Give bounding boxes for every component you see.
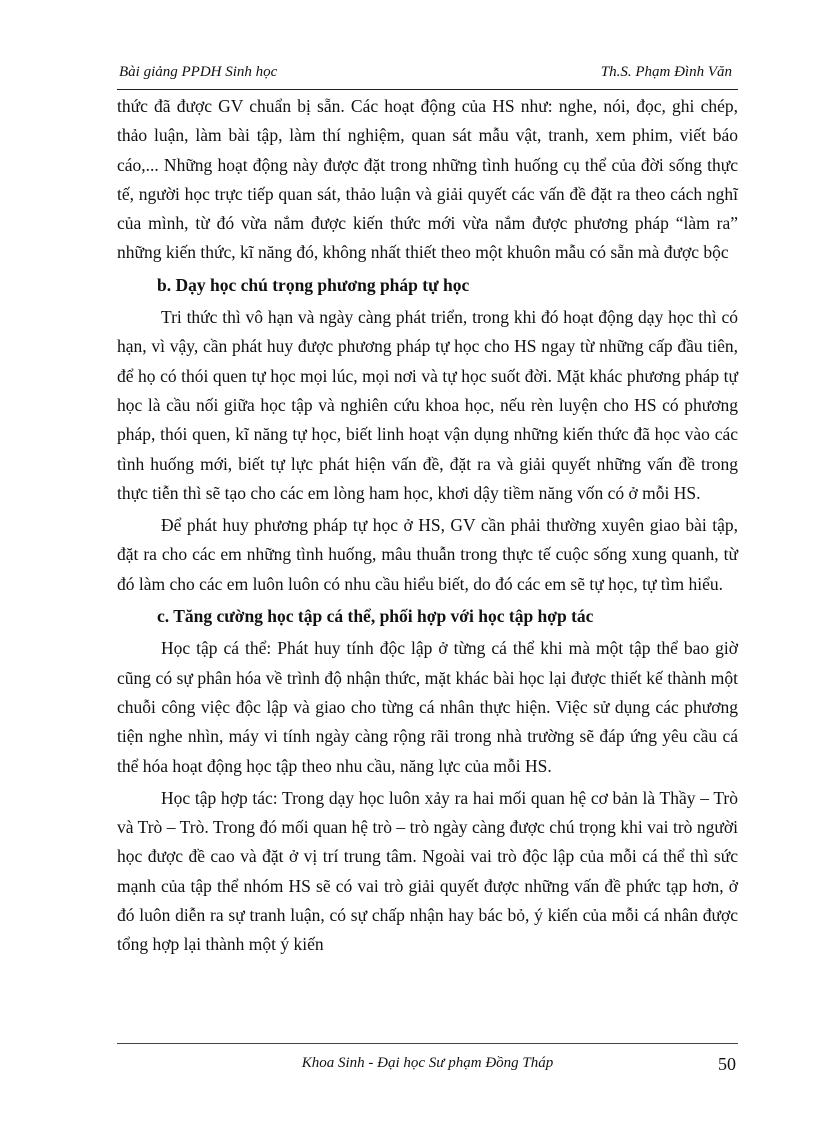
footer-institution: Khoa Sinh - Đại học Sư phạm Đồng Tháp	[301, 1055, 554, 1071]
header-author: Th.S. Phạm Đình Văn	[600, 64, 732, 80]
header-rule	[117, 89, 738, 90]
page-header	[117, 64, 738, 88]
footer-rule	[117, 1043, 738, 1044]
paragraph-cooperative-learning: Học tập hợp tác: Trong dạy học luôn xảy ra hai mối quan hệ cơ bản là Thầy – Trò và Trò – Trò. Trong đó mối quan hệ trò – trò ngày càng được chú trọng khi vai trò người học được đề cao và đặt ở vị trí trung tâm. Ngoài vai trò độc lập của mỗi cá thể thì sức mạnh của tập thể nhóm HS sẽ có vai trò giải quyết được những vấn đề phức tạp hơn, ở đó luôn diễn ra sự tranh luận, có sự chấp nhận hay bác bỏ, ý kiến của mỗi cá nhân được tổng hợp lại thành một ý kiến	[117, 787, 738, 955]
page-number: 50	[718, 1054, 736, 1074]
section-heading-c: c. Tăng cường học tập cá thể, phối hợp với học tập hợp tác	[157, 606, 594, 627]
paragraph-continuation: thức đã được GV chuẩn bị sẵn. Các hoạt động của HS như: nghe, nói, đọc, ghi chép, thảo luận, làm bài tập, làm thí nghiệm, quan sát mẫu vật, tranh, xem phim, viết báo cáo,... Những hoạt động này được đặt trong những tình huống cụ thể của đời sống thực tế, người học trực tiếp quan sát, thảo luận và giải quyết các vấn đề đặt ra theo cách nghĩ của mình, từ đó vừa nắm được kiến thức mới vừa nắm được phương pháp “làm ra” những kiến thức, kĩ năng đó, không nhất thiết theo một khuôn mẫu có sẵn mà được bộc	[117, 96, 738, 263]
body-text	[117, 92, 738, 960]
section-heading-b: b. Dạy học chú trọng phương pháp tự học	[157, 274, 470, 295]
page-footer	[117, 1055, 738, 1079]
paragraph-self-study-2: Để phát huy phương pháp tự học ở HS, GV cần phải thường xuyên giao bài tập, đặt ra cho các em những tình huống, mâu thuẫn trong thực tế cuộc sống xung quanh, từ đó làm cho các em luôn luôn có nhu cầu hiểu biết, do đó các em sẽ tự học, tự tìm hiểu.	[117, 515, 738, 594]
paragraph-individual-learning: Học tập cá thể: Phát huy tính độc lập ở từng cá thể khi mà một tập thể bao giờ cũng có sự phân hóa về trình độ nhận thức, mặt khác bài học lại được thiết kế thành một chuỗi công việc độc lập và giao cho từng cá nhân thực hiện. Việc sử dụng các phương tiện nghe nhìn, máy vi tính ngày càng rộng rãi trong nhà trường sẽ đáp ứng yêu cầu cá thể hóa hoạt động học tập theo nhu cầu, năng lực của mỗi HS.	[117, 638, 738, 776]
header-course-title: Bài giảng PPDH Sinh học	[119, 64, 278, 80]
paragraph-self-study-1: Tri thức thì vô hạn và ngày càng phát triển, trong khi đó hoạt động dạy học thì có hạn, vì vậy, cần phát huy được phương pháp tự học cho HS ngay từ những cấp đầu tiên, để họ có thói quen tự học mọi lúc, mọi nơi và tự học suốt đời. Mặt khác phương pháp tự học là cầu nối giữa học tập và nghiên cứu khoa học, nếu rèn luyện cho HS có phương pháp, thói quen, kĩ năng tự học, biết linh hoạt vận dụng những kiến thức đã học vào các tình huống mới, biết tự lực phát hiện vấn đề, đặt ra và giải quyết những vấn đề trong thực tiễn thì sẽ tạo cho các em lòng ham học, khơi dậy tiềm năng vốn có ở mỗi HS.	[117, 307, 738, 503]
